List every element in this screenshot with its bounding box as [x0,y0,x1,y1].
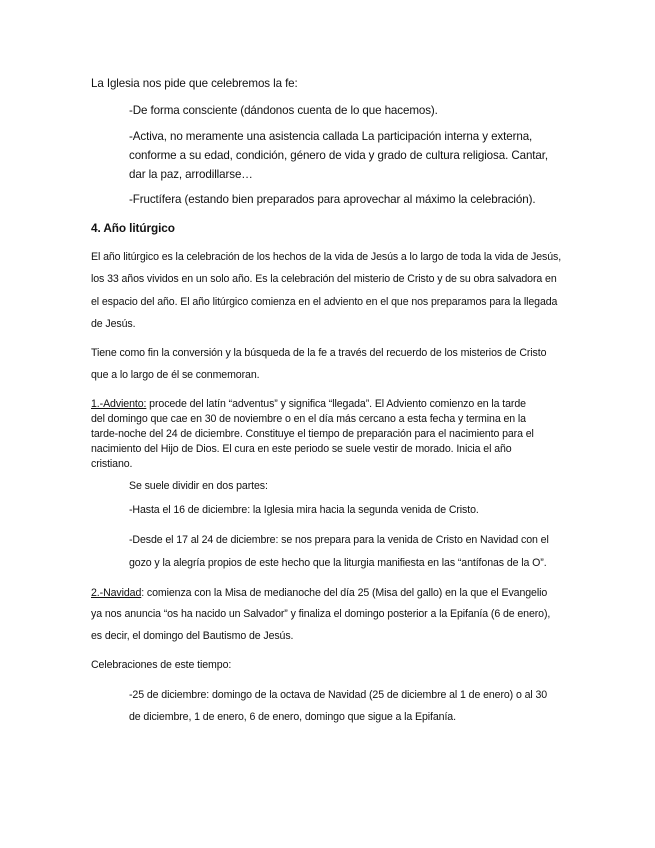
adviento-part2: -Desde el 17 al 24 de diciembre: se nos prepara para la venida de Cristo en Navidad con el [129,534,549,546]
adviento-text: procede del latín “adventus” y significa “llegada”. El Adviento comienzo en la tarde [146,398,526,410]
adviento-line5: cristiano. [91,458,133,470]
para2-line2: que a lo largo de él se conmemoran. [91,369,260,381]
section-heading: 4. Año litúrgico [91,221,175,235]
celebraciones-label: Celebraciones de este tiempo: [91,659,232,671]
para2-line1: Tiene como fin la conversión y la búsqueda de la fe a través del recuerdo de los misterios de Cristo [91,347,547,359]
adviento-line2: del domingo que cae en 30 de noviembre o en el día más cercano a esta fecha y termina en la [91,413,526,425]
navidad-line2: ya nos anuncia “os ha nacido un Salvador” y finaliza el domingo posterior a la Epifanía (6 de enero), [91,608,551,620]
celebracion-item1-line2: de diciembre, 1 de enero, 6 de enero, domingo que sigue a la Epifanía. [129,711,456,723]
adviento-label: 1.-Adviento: [91,398,147,410]
adviento-part1: -Hasta el 16 de diciembre: la Iglesia mira hacia la segunda venida de Cristo. [129,504,479,516]
adviento-line1 [91,398,526,410]
adviento-line3: tarde-noche del 24 de diciembre. Constituye el tiempo de preparación para el nacimiento para el [91,428,534,440]
celebracion-item1: -25 de diciembre: domingo de la octava de Navidad (25 de diciembre al 1 de enero) o al 30 [129,689,548,701]
navidad-text: : comienza con la Misa de medianoche del día 25 (Misa del gallo) en la que el Evangelio [141,587,548,599]
bullet-consciente: -De forma consciente (dándonos cuenta de lo que hacemos). [129,104,438,117]
navidad-line3: es decir, el domingo del Bautismo de Jesús. [91,630,294,642]
para1-line2: los 33 años vividos en un solo año. Es la celebración del misterio de Cristo y de su obra salvadora en [91,273,557,285]
navidad-label: 2.-Navidad [91,587,142,599]
bullet-fructifera: -Fructífera (estando bien preparados para aprovechar al máximo la celebración). [129,193,536,206]
bullet-activa-line3: dar la paz, arrodillarse… [129,168,253,181]
adviento-part2-line2: gozo y la alegría propios de este hecho que la liturgia manifiesta en las “antífonas de la O”. [129,557,547,569]
para1-line1: El año litúrgico es la celebración de los hechos de la vida de Jesús a lo largo de toda la vida de Jesús, [91,251,562,263]
intro-text: La Iglesia nos pide que celebremos la fe: [91,77,298,90]
bullet-activa-line2: conforme a su edad, condición, género de vida y grado de cultura religiosa. Cantar, [129,149,548,162]
adviento-divide: Se suele dividir en dos partes: [129,480,268,492]
para1-line4: de Jesús. [91,318,136,330]
adviento-line4: nacimiento del Hijo de Dios. El cura en este periodo se suele vestir de morado. Inicia el año [91,443,512,455]
navidad-line1 [91,587,547,599]
bullet-activa: -Activa, no meramente una asistencia callada La participación interna y externa, [129,130,533,143]
para1-line3: el espacio del año. El año litúrgico comienza en el adviento en el que nos preparamos para la llegada [91,296,558,308]
